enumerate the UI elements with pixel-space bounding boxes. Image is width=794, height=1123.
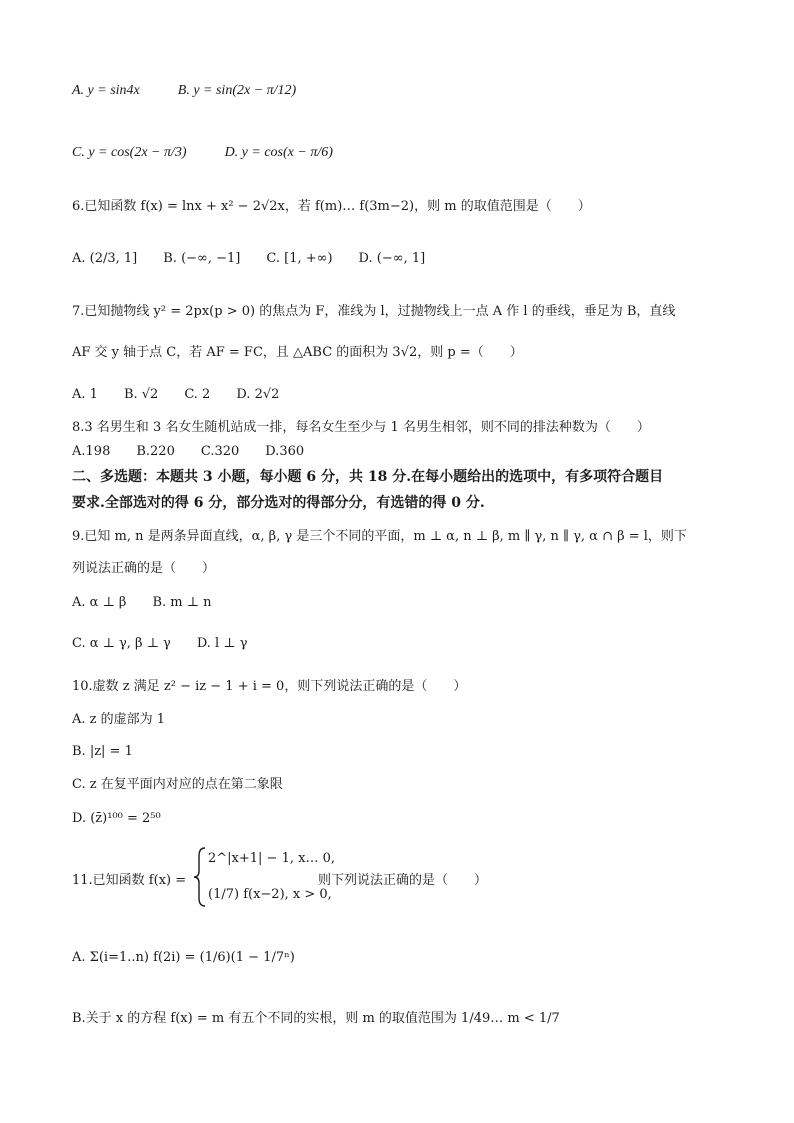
q10-option-b: B. |z| = 1 [72, 744, 133, 759]
q5-options-row2 [72, 146, 333, 160]
q9-option-d: D. l ⊥ γ [196, 636, 248, 651]
q5-option-d: D. y = cos(x − π/6) [224, 145, 333, 160]
q8-option-c: C.320 [200, 444, 240, 459]
q9-stem-line2: 列说法正确的是（ ） [72, 561, 216, 576]
q6-option-d: D. (−∞, 1] [358, 251, 426, 266]
q7-option-c: C. 2 [184, 387, 211, 402]
q11-stem-prefix: 11.已知函数 f(x) = [72, 873, 187, 888]
section2-heading-line1: 二、多选题：本题共 3 小题，每小题 6 分，共 18 分.在每小题给出的选项中，有多项符合题目 [72, 469, 664, 485]
q7-stem-line2: AF 交 y 轴于点 C，若 AF = FC，且 △ABC 的面积为 3√2，则 p =（ ） [72, 345, 523, 360]
q11-option-a: A. Σ(i=1..n) f(2i) = (1/6)(1 − 1/7ⁿ) [72, 950, 295, 965]
q6-stem: 6.已知函数 f(x) = lnx + x² − 2√2x，若 f(m)… f(3m−2)，则 m 的取值范围是（ ） [72, 199, 591, 214]
q6-option-b: B. (−∞, −1] [163, 251, 241, 266]
q9-option-a: A. α ⊥ β [72, 595, 127, 610]
q10-option-d: D. (z̄)¹⁰⁰ = 2⁵⁰ [72, 811, 161, 826]
q5-options-row1 [72, 84, 296, 98]
section2-heading-line2: 要求.全部选对的得 6 分，部分选对的得部分分，有选错的得 0 分. [72, 495, 485, 511]
q6-options [72, 252, 425, 265]
q6-option-a: A. (2/3, 1] [72, 251, 138, 266]
q8-options [72, 445, 304, 458]
q9-option-b: B. m ⊥ n [152, 595, 212, 610]
q11-stem-suffix: 则下列说法正确的是（ ） [318, 873, 488, 888]
q11-piece2: (1/7) f(x−2), x > 0, [208, 887, 332, 902]
q11-option-b: B.关于 x 的方程 f(x) = m 有五个不同的实根，则 m 的取值范围为 1/49… m < 1/7 [72, 1011, 560, 1026]
q5-option-b: B. y = sin(2x − π/12) [177, 83, 297, 98]
q7-options [72, 388, 279, 401]
q9-options-row2 [72, 637, 247, 650]
q9-options-row1 [72, 596, 211, 609]
q11-brace-icon [193, 846, 207, 908]
q10-stem: 10.虚数 z 满足 z² − iz − 1 + i = 0，则下列说法正确的是（ ） [72, 679, 467, 694]
q7-stem-line1: 7.已知抛物线 y² = 2px(p > 0) 的焦点为 F，准线为 l，过抛物线上一点 A 作 l 的垂线，垂足为 B，直线 [72, 304, 676, 319]
q8-option-a: A.198 [72, 444, 111, 459]
q5-option-c: C. y = cos(2x − π/3) [72, 145, 187, 160]
q8-stem: 8.3 名男生和 3 名女生随机站成一排，每名女生至少与 1 名男生相邻，则不同的排法种数为（ ） [72, 420, 650, 435]
q9-stem-line1: 9.已知 m, n 是两条异面直线，α, β, γ 是三个不同的平面，m ⊥ α, n ⊥ β, m ∥ γ, n ∥ γ, α ∩ β = l，则下 [72, 529, 687, 544]
q9-option-c: C. α ⊥ γ, β ⊥ γ [72, 636, 171, 651]
q8-option-d: D.360 [265, 444, 305, 459]
q8-option-b: B.220 [136, 444, 175, 459]
q5-option-a: A. y = sin4x [72, 83, 140, 98]
q7-option-b: B. √2 [123, 387, 159, 402]
q11-piece1: 2^|x+1| − 1, x… 0, [208, 851, 335, 866]
q10-option-c: C. z 在复平面内对应的点在第二象限 [72, 777, 283, 792]
q10-option-a: A. z 的虚部为 1 [72, 712, 166, 727]
q6-option-c: C. [1, +∞) [266, 251, 333, 266]
q7-option-a: A. 1 [72, 387, 98, 402]
q7-option-d: D. 2√2 [236, 387, 280, 402]
